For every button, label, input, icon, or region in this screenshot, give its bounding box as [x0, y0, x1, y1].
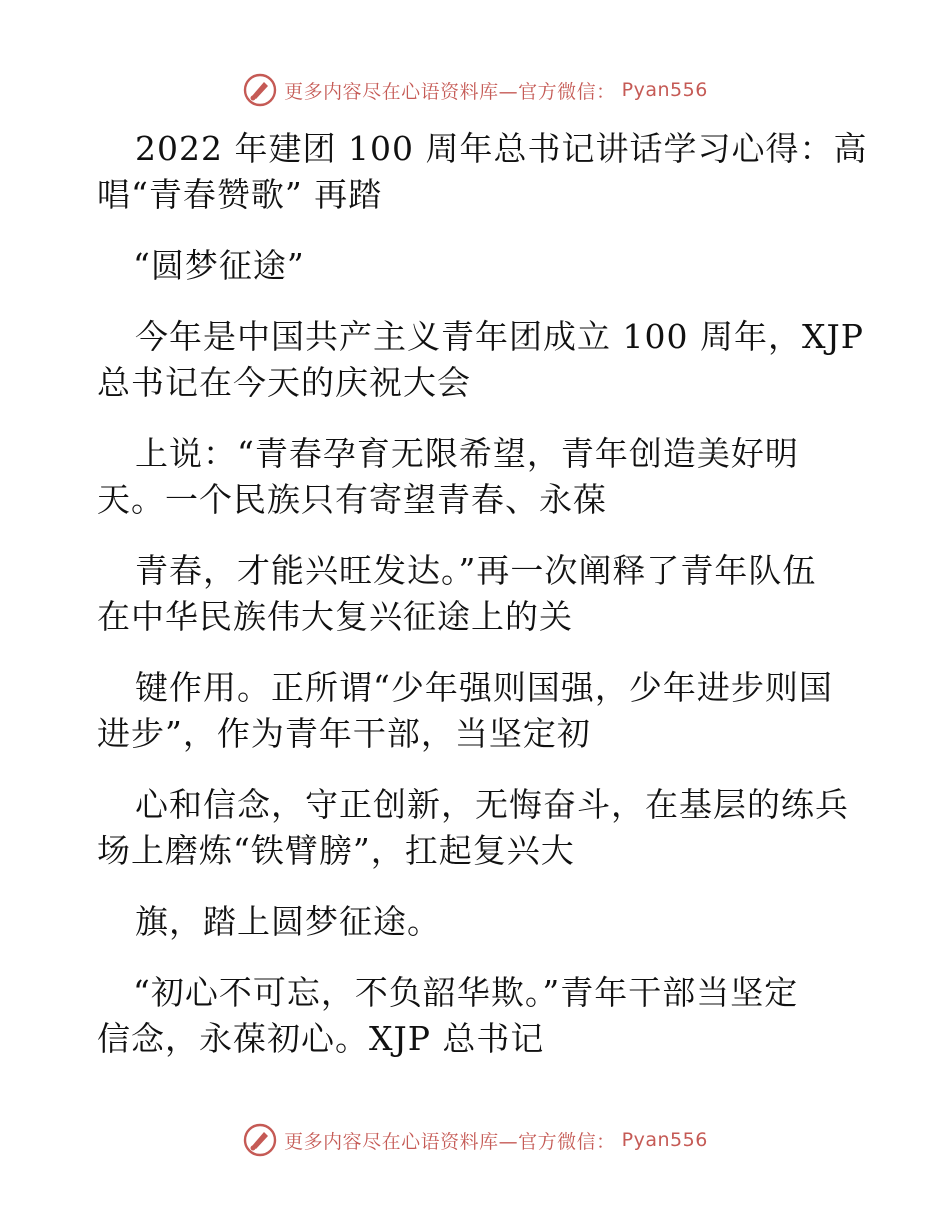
watermark-header: [0, 70, 950, 110]
paragraph-line: 场上磨炼“铁臂膀”，扛起复兴大: [97, 831, 575, 870]
paragraph-line: 总书记在今天的庆祝大会: [97, 363, 471, 402]
logo-icon: [242, 1122, 278, 1158]
paragraph-line: 进步”，作为青年干部，当坚定初: [97, 714, 591, 753]
paragraph-line: 旗，踏上圆梦征途。: [135, 902, 441, 941]
document-body: [97, 126, 868, 1062]
title-line-2: 唱“青春赞歌” 再踏: [97, 175, 383, 214]
title-line-1: 2022 年建团 100 周年总书记讲话学习心得：高: [135, 129, 868, 168]
watermark-text: 更多内容尽在心语资料库—官方微信：: [284, 1130, 616, 1153]
watermark-wechat-id: Pyan556: [621, 1129, 708, 1151]
paragraph-line: 今年是中国共产主义青年团成立 100 周年，XJP: [135, 317, 864, 356]
watermark-footer: [0, 1120, 950, 1160]
logo-icon: [242, 72, 278, 108]
paragraph-line: 天。一个民族只有寄望青春、永葆: [97, 480, 607, 519]
paragraph-line: 键作用。正所谓“少年强则国强，少年进步则国: [135, 668, 833, 707]
watermark-text: 更多内容尽在心语资料库—官方微信：: [284, 80, 616, 103]
paragraph-line: 上说：“青春孕育无限希望，青年创造美好明: [135, 434, 799, 473]
paragraph-line: 信念，永葆初心。XJP 总书记: [97, 1019, 545, 1058]
watermark-wechat-id: Pyan556: [621, 79, 708, 101]
paragraph-line: 在中华民族伟大复兴征途上的关: [97, 597, 573, 636]
paragraph-line: 心和信念，守正创新，无悔奋斗，在基层的练兵: [135, 785, 849, 824]
title-line-3: “圆梦征途”: [133, 246, 305, 285]
paragraph-line: 青春，才能兴旺发达。”再一次阐释了青年队伍: [135, 551, 817, 590]
paragraph-line: “初心不可忘，不负韶华欺。”青年干部当坚定: [133, 973, 799, 1012]
